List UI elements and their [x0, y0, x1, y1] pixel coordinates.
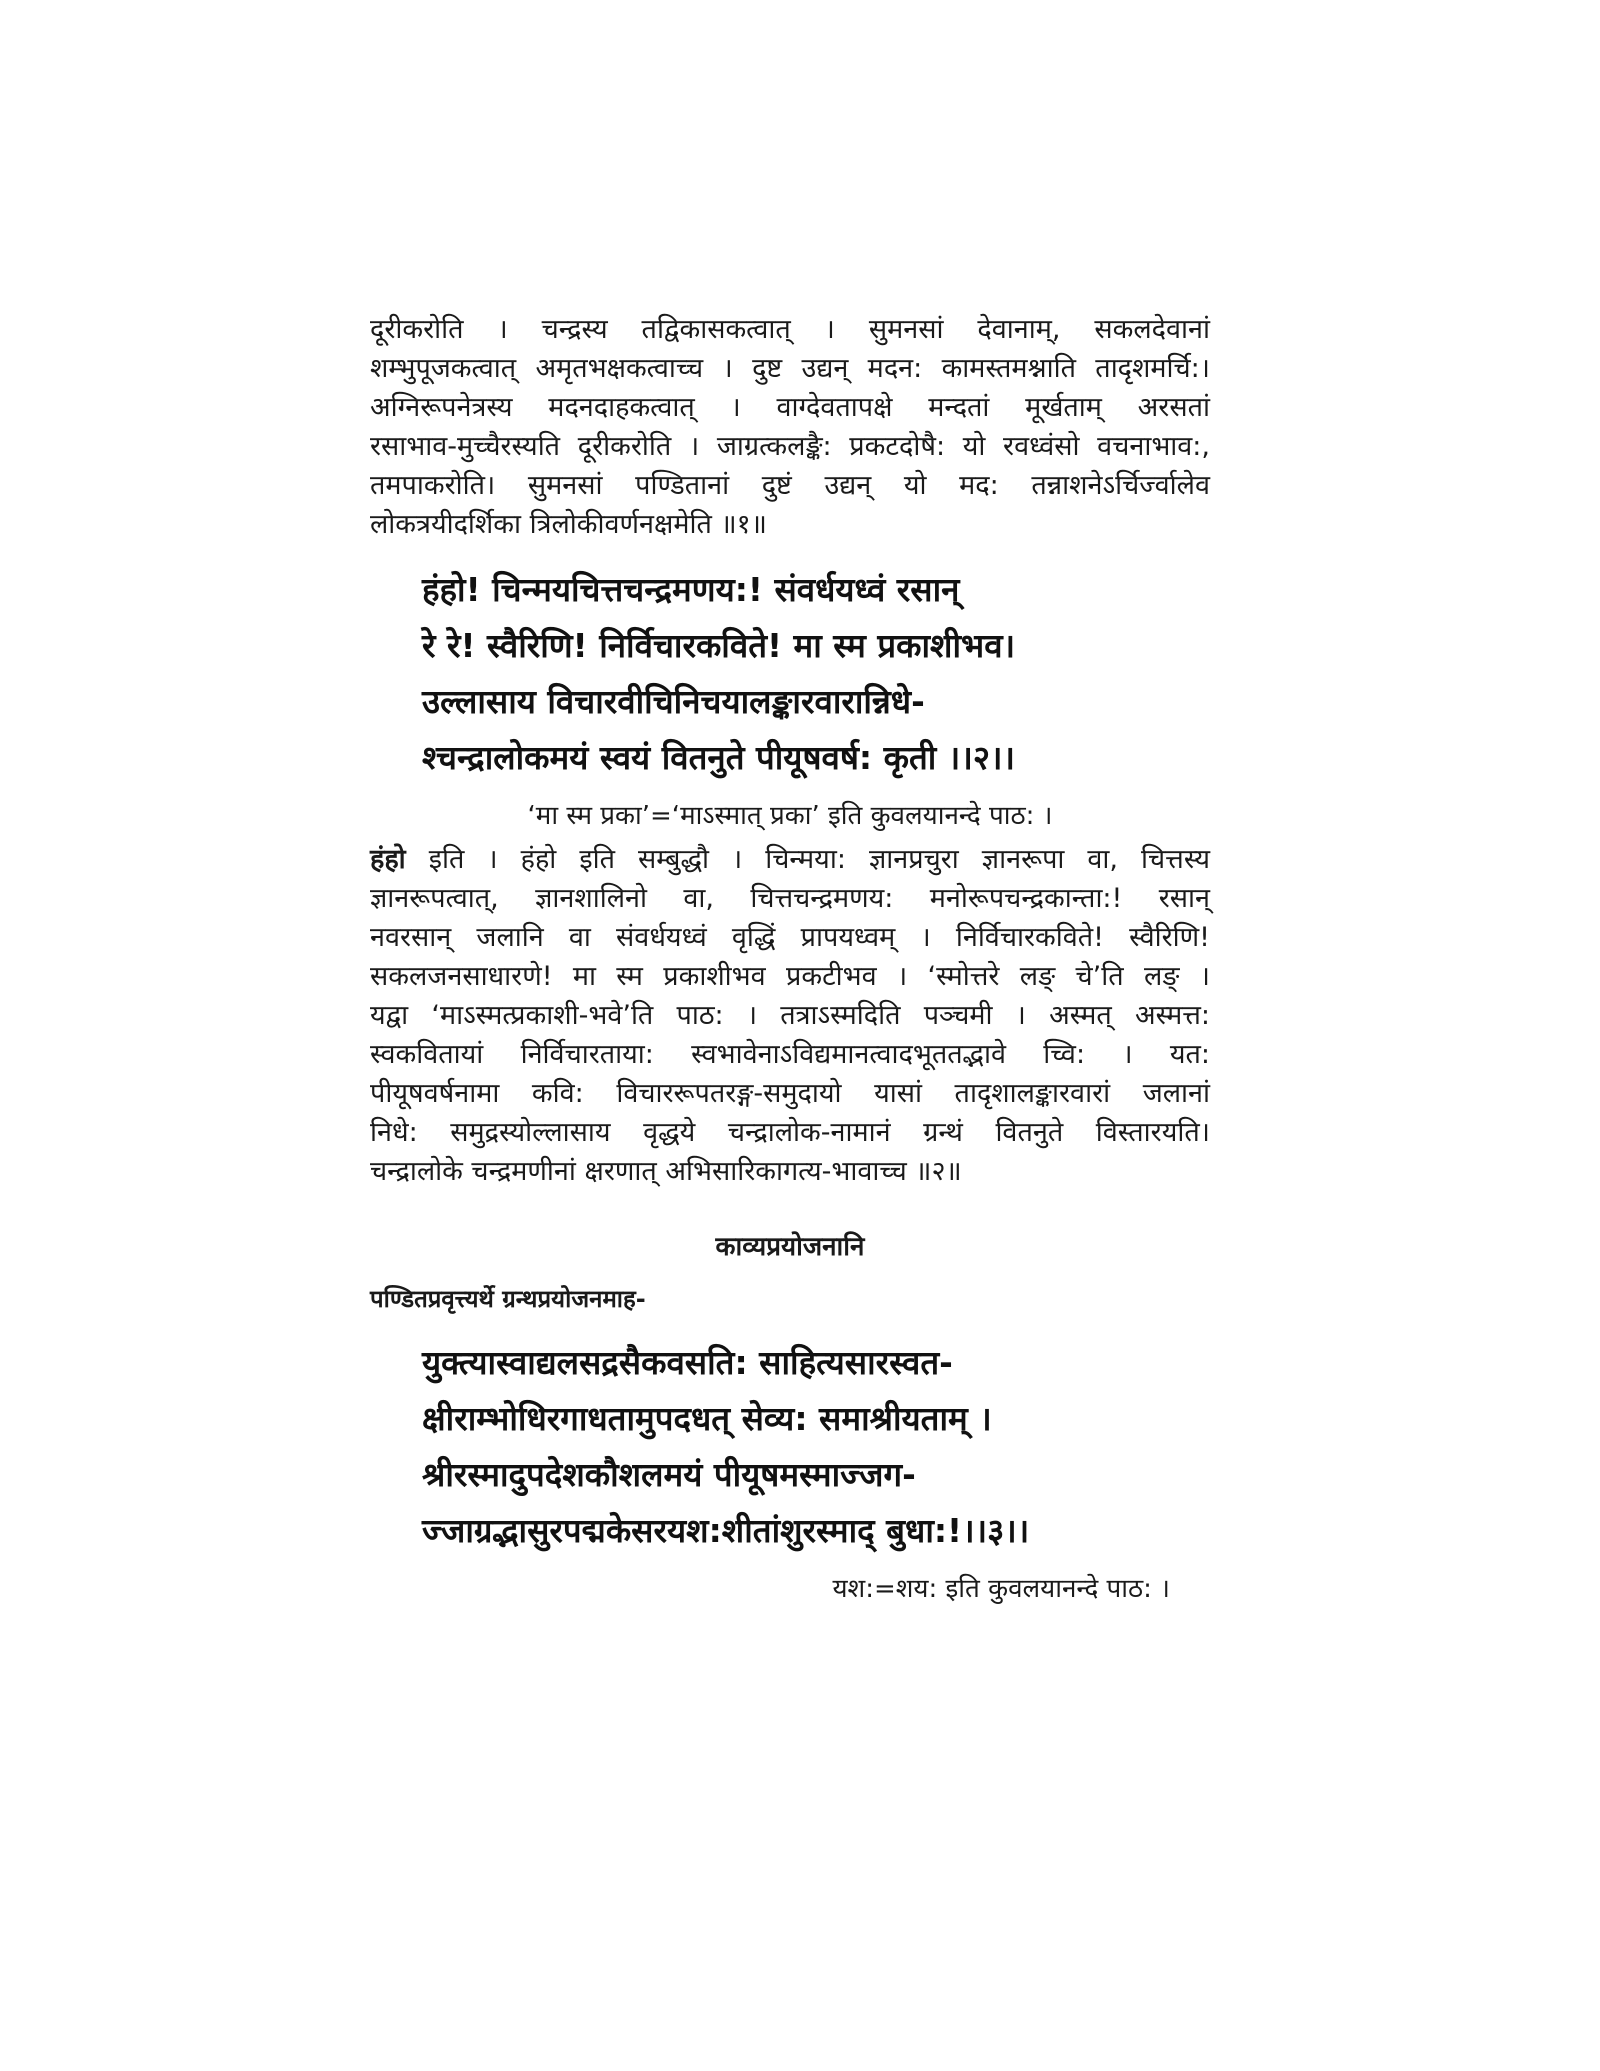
verse-line: युक्त्यास्वाद्यलसद्रसैकवसति: साहित्यसारस्वत- — [422, 1343, 953, 1382]
commentary-verse-2 — [370, 840, 1210, 1191]
commentary-line: ज्ञानरूपत्वात्, ज्ञानशालिनो वा, चित्तचन्द्रमणय: मनोरूपचन्द्रकान्ता:! रसान् — [370, 883, 1210, 914]
commentary-line: यद्वा ‘माऽस्मत्प्रकाशी-भवे’ति पाठ: । तत्राऽस्मदिति पञ्चमी । अस्मत् अस्मत्त: — [370, 1000, 1210, 1031]
verse-line: श्चन्द्रालोकमयं स्वयं वितनुते पीयूषवर्ष: कृती ।।२।। — [422, 738, 1015, 777]
commentary-line: पीयूषवर्षनामा कवि: विचाररूपतरङ्ग-समुदायो यासां तादृशालङ्कारवारां जलानां — [370, 1078, 1210, 1109]
verse-line: ज्जाग्रद्भासुरपद्मकेसरयश:शीतांशुरस्माद् बुधा:!।।३।। — [422, 1511, 1030, 1550]
section-title: काव्यप्रयोजनानि — [715, 1232, 865, 1262]
commentary-lead-word: हंहो — [370, 844, 406, 875]
commentary-line: चन्द्रालोके चन्द्रमणीनां क्षरणात् अभिसारिकागत्य-भावाच्च ॥२॥ — [370, 1156, 962, 1187]
commentary-line: तमपाकरोति। सुमनसां पण्डितानां दुष्टं उद्यन् यो मद: तन्नाशनेऽर्चिर्ज्वालेव — [370, 470, 1210, 501]
commentary-line: अग्निरूपनेत्रस्य मदनदाहकत्वात् । वाग्देवतापक्षे मन्दतां मूर्खताम् अरसतां — [370, 392, 1210, 423]
verse-line: रे रे! स्वैरिणि! निर्विचारकविते! मा स्म प्रकाशीभव। — [422, 626, 1016, 665]
commentary-line: निधे: समुद्रस्योल्लासाय वृद्धये चन्द्रालोक-नामानं ग्रन्थं वितनुते विस्तारयति। — [370, 1117, 1210, 1148]
commentary-line: रसाभाव-मुच्चैरस्यति दूरीकरोति । जाग्रत्कलङ्कै: प्रकटदोषै: यो रवध्वंसो वचनाभाव:, — [370, 431, 1210, 462]
verse-3 — [422, 1335, 1210, 1559]
variant-reading-3: यश:=शय: इति कुवलयानन्दे पाठ: । — [832, 1574, 1170, 1604]
commentary-verse-1 — [370, 310, 1210, 544]
commentary-line: लोकत्रयीदर्शिका त्रिलोकीवर्णनक्षमेति ॥१॥ — [370, 509, 767, 540]
commentary-line: दूरीकरोति । चन्द्रस्य तद्विकासकत्वात् । सुमनसां देवानाम्, सकलदेवानां — [370, 314, 1210, 345]
commentary-line: स्वकवितायां निर्विचारताया: स्वभावेनाऽविद्यमानत्वादभूततद्भावे च्वि: । यत: — [370, 1039, 1210, 1070]
variant-reading-2: ‘मा स्म प्रका’=‘माऽस्मात् प्रका’ इति कुवलयानन्दे पाठ: । — [527, 801, 1053, 831]
commentary-line: शम्भुपूजकत्वात् अमृतभक्षकत्वाच्च । दुष्ट उद्यन् मदन: कामस्तमश्नाति तादृशमर्चि:। — [370, 353, 1210, 384]
verse-line: हंहो! चिन्मयचित्तचन्द्रमणय:! संवर्धयध्वं रसान् — [422, 570, 960, 609]
verse-line: क्षीराम्भोधिरगाधतामुपदधत् सेव्य: समाश्रीयताम् । — [422, 1399, 992, 1438]
verse-line: उल्लासाय विचारवीचिनिचयालङ्कारवारान्निधे- — [422, 682, 925, 721]
verse-2 — [422, 562, 1210, 786]
commentary-line-rest: इति । हंहो इति सम्बुद्धौ । चिन्मया: ज्ञानप्रचुरा ज्ञानरूपा वा, चित्तस्य — [405, 844, 1210, 875]
commentary-line: सकलजनसाधारणे! मा स्म प्रकाशीभव प्रकटीभव । ‘स्मोत्तरे लङ् चे’ति लङ् । — [370, 961, 1210, 992]
verse-line: श्रीरस्मादुपदेशकौशलमयं पीयूषमस्माज्जग- — [422, 1455, 916, 1494]
commentary-line: नवरसान् जलानि वा संवर्धयध्वं वृद्धिं प्रापयध्वम् । निर्विचारकविते! स्वैरिणि! — [370, 922, 1210, 953]
intro-line: पण्डितप्रवृत्त्यर्थे ग्रन्थप्रयोजनमाह- — [370, 1285, 646, 1313]
commentary-line — [370, 840, 1210, 879]
page-content — [370, 310, 1210, 1613]
